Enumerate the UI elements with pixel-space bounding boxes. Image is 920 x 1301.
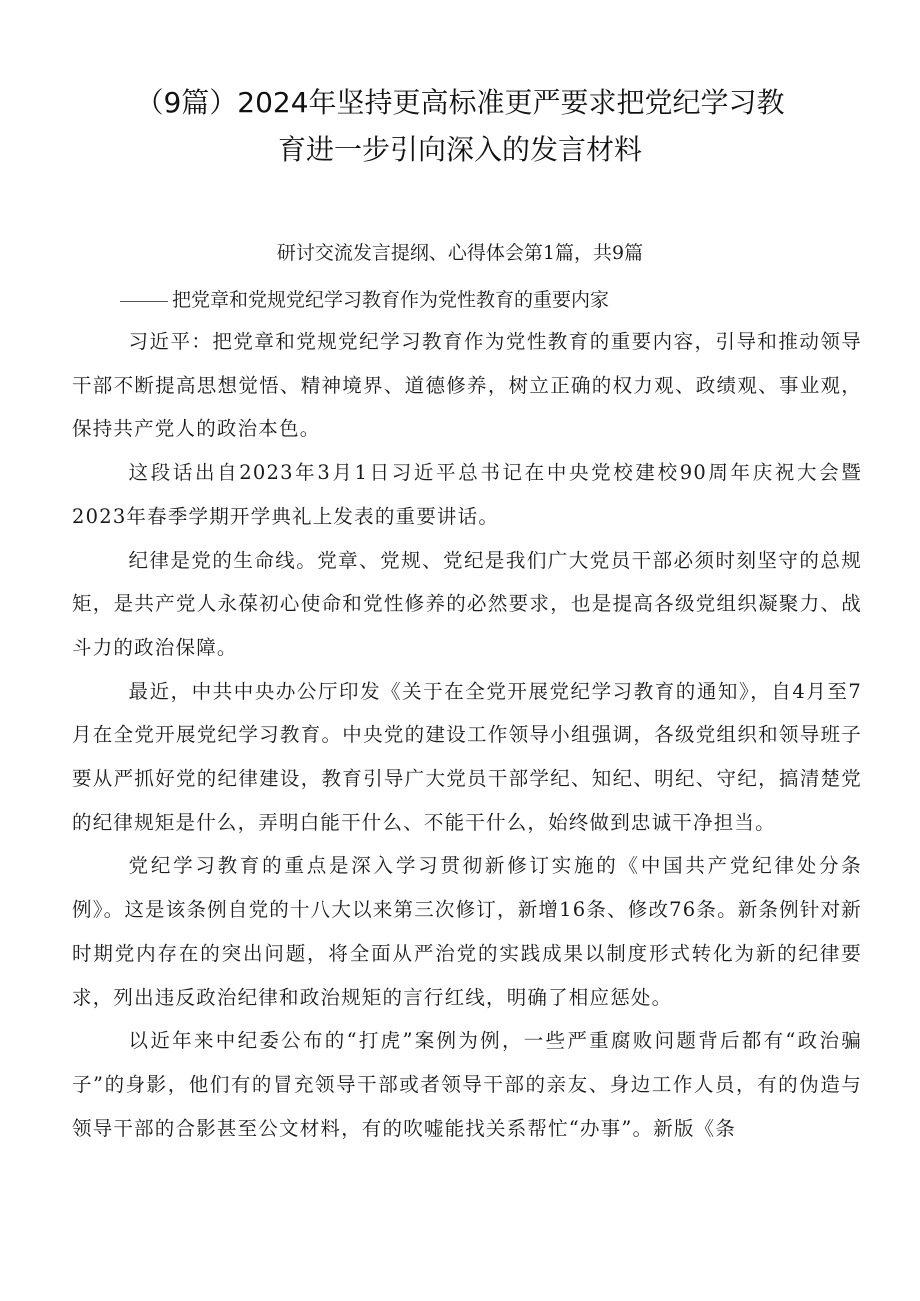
section-heading <box>120 285 609 312</box>
document-title-line-2: 育进一步引向深入的发言材料 <box>277 133 642 166</box>
paragraph: 党纪学习教育的重点是深入学习贯彻新修订实施的《中国共产党纪律处分条例》。这是该条例自党的十八大以来第三次修订，新增16条、修改76条。新条例针对新时期党内存在的突出问题，将全面从严治党的实践成果以制度形式转化为新的纪律要求，列出违反政治纪律和政治规矩的言行红线，明确了相应惩处。 <box>72 854 862 1009</box>
document-title-line-1: （9篇）2024年坚持更高标准更严要求把党纪学习教 <box>135 86 785 119</box>
paragraph: 以近年来中纪委公布的“打虎”案例为例，一些严重腐败问题背后都有“政治骗子”的身影，他们有的冒充领导干部或者领导干部的亲友、身边工作人员，有的伪造与领导干部的合影甚至公文材料，有的吹嘘能找关系帮忙“办事”。新版《条 <box>72 1029 862 1140</box>
document-body <box>72 320 862 1150</box>
paragraph: 纪律是党的生命线。党章、党规、党纪是我们广大党员干部必须时刻坚守的总规矩，是共产党人永葆初心使命和党性修养的必然要求，也是提高各级党组织凝聚力、战斗力的政治保障。 <box>72 548 862 659</box>
section-heading-text: 把党章和党规党纪学习教育作为党性教育的重要内家 <box>172 289 610 311</box>
paragraph: 习近平：把党章和党规党纪学习教育作为党性教育的重要内容，引导和推动领导干部不断提高思想觉悟、精神境界、道德修养，树立正确的权力观、政绩观、事业观，保持共产党人的政治本色。 <box>72 330 862 441</box>
paragraph: 这段话出自2023年3月1日习近平总书记在中央党校建校90周年庆祝大会暨2023年春季学期开学典礼上发表的重要讲话。 <box>72 461 862 528</box>
em-dash-rule <box>120 301 168 302</box>
paragraph: 最近，中共中央办公厅印发《关于在全党开展党纪学习教育的通知》，自4月至7月在全党开展党纪学习教育。中央党的建设工作领导小组强调，各级党组织和领导班子要从严抓好党的纪律建设，教育引导广大党员干部学纪、知纪、明纪、守纪，搞清楚党的纪律规矩是什么，弄明白能干什么、不能干什么，始终做到忠诚干净担当。 <box>72 679 862 834</box>
document-subtitle: 研讨交流发言提纲、心得体会第1篇，共9篇 <box>276 242 644 264</box>
